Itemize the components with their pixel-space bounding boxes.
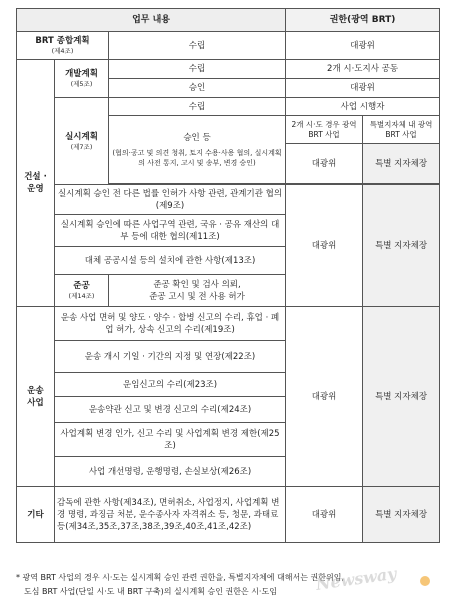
exec-plan-ref: (제7조) [70, 142, 93, 151]
table-row [17, 185, 440, 215]
table-row [17, 307, 440, 341]
authority-table-container [16, 8, 439, 543]
dev-plan-label-cell [55, 60, 109, 98]
brt-plan-auth: 대광위 [286, 32, 440, 60]
footnote-line1: * 광역 BRT 사업의 경우 시·도는 실시계획 승인 관련 권한을, 특별지자체에 대해서는 권한위임, [16, 573, 344, 582]
transport-item6: 사업 개선명령, 운행명령, 손실보상(제26조) [55, 457, 286, 487]
group-transport-line1: 운송 [27, 385, 44, 396]
exec-plan-item2-cell [109, 116, 286, 184]
brt-plan-label: BRT 종합계획 [35, 36, 90, 46]
transport-item1: 운송 사업 면허 및 양도 · 양수 · 합병 신고의 수리, 휴업 · 폐업 허가, 상속 신고의 수리(제19조) [55, 307, 286, 341]
group-construction-line1: 건설 · [24, 172, 47, 182]
table-row [17, 98, 440, 116]
exec-plan-auth2-a: 대광위 [286, 144, 363, 184]
transport-item3: 운임신고의 수리(제23조) [55, 373, 286, 397]
dev-plan-auth1: 2개 시·도지사 공동 [286, 60, 440, 79]
brt-plan-label-cell [17, 32, 109, 60]
completion-ref: (제14조) [68, 292, 95, 300]
footnote [16, 571, 446, 599]
brt-plan-ref: (제4조) [51, 47, 74, 55]
transport-auth-a: 대광위 [286, 307, 363, 487]
exec-related-item1: 실시계획 승인 전 다른 법률 인허가 사항 관련, 관계기관 협의(제9조) [55, 185, 286, 215]
exec-plan-label: 실시계획 [65, 131, 98, 142]
exec-related-item2: 실시계획 승인에 따른 사업구역 관련, 국유 · 공유 재산의 대부 등에 대한 협의(제11조) [55, 215, 286, 247]
dev-plan-auth2: 대광위 [286, 79, 440, 98]
group-construction-operation [17, 60, 55, 307]
exec-subheader-special-local: 특별지자체 내 광역 BRT 사업 [363, 116, 440, 144]
dev-plan-item2: 승인 [109, 79, 286, 98]
exec-plan-item2-title: 승인 등 [183, 132, 211, 143]
exec-plan-label-cell [55, 98, 109, 185]
transport-item4: 운송약관 신고 및 변경 신고의 수리(제24조) [55, 397, 286, 423]
exec-plan-item1: 수립 [109, 98, 286, 116]
group-transport-business [17, 307, 55, 487]
table-row [17, 60, 440, 79]
table-header-row [17, 9, 440, 32]
exec-plan-item2-detail: (협의·공고 및 의견 청취, 토지 수용·사용 협의, 실시계획의 사전 통지, 고시 및 송부, 변경 승인) [112, 148, 282, 167]
completion-item-line1: 준공 확인 및 검사 의뢰, [153, 279, 241, 290]
exec-related-auth-b: 특별 지자체장 [363, 185, 440, 307]
transport-item2: 운송 개시 기일 · 기간의 지정 및 연장(제22조) [55, 341, 286, 373]
watermark-dot-icon [420, 576, 430, 586]
transport-item5: 사업계획 변경 인가, 신고 수리 및 사업계획 변경 제한(제25조) [55, 423, 286, 457]
newsway-watermark: Newsway [314, 563, 398, 594]
exec-plan-auth1: 사업 시행자 [286, 98, 440, 116]
footnote-line2: 도심 BRT 사업(단일 시·도 내 BRT 구축)의 실시계획 승인 권한은 시·도임 [24, 587, 277, 596]
completion-label-cell [55, 275, 109, 307]
header-authority: 권한(광역 BRT) [286, 9, 440, 32]
transport-auth-b: 특별 지자체장 [363, 307, 440, 487]
group-transport-line2: 사업 [27, 397, 44, 408]
table-row [17, 32, 440, 60]
dev-plan-ref: (제5조) [70, 80, 93, 88]
other-label: 기타 [17, 487, 55, 543]
group-construction-line2: 운영 [27, 184, 44, 194]
table-row [17, 487, 440, 543]
dev-plan-item1: 수립 [109, 60, 286, 79]
completion-item-line2: 준공 고시 및 전 사용 허가 [149, 291, 245, 302]
authority-table [16, 8, 440, 543]
exec-related-item3: 대체 공공시설 등의 설치에 관한 사항(제13조) [55, 247, 286, 275]
completion-label: 준공 [73, 281, 90, 291]
other-auth-a: 대광위 [286, 487, 363, 543]
exec-plan-auth2-b: 특별 지자체장 [363, 144, 440, 184]
dev-plan-label: 개발계획 [65, 69, 98, 79]
completion-item-cell [109, 275, 286, 307]
header-work-content: 업무 내용 [17, 9, 286, 32]
exec-subheader-two-sido: 2개 시·도 경우 광역 BRT 사업 [286, 116, 363, 144]
exec-related-auth-a: 대광위 [286, 185, 363, 307]
brt-plan-item: 수립 [109, 32, 286, 60]
other-item: 감독에 관한 사항(제34조), 면허취소, 사업정지, 사업계획 변경 명령, 과징금 처분, 운수종사자 자격취소 등, 청문, 과태료 등(제34조,35조,37조,38조,39조,40조,41조,42조) [55, 487, 286, 543]
other-auth-b: 특별 지자체장 [363, 487, 440, 543]
